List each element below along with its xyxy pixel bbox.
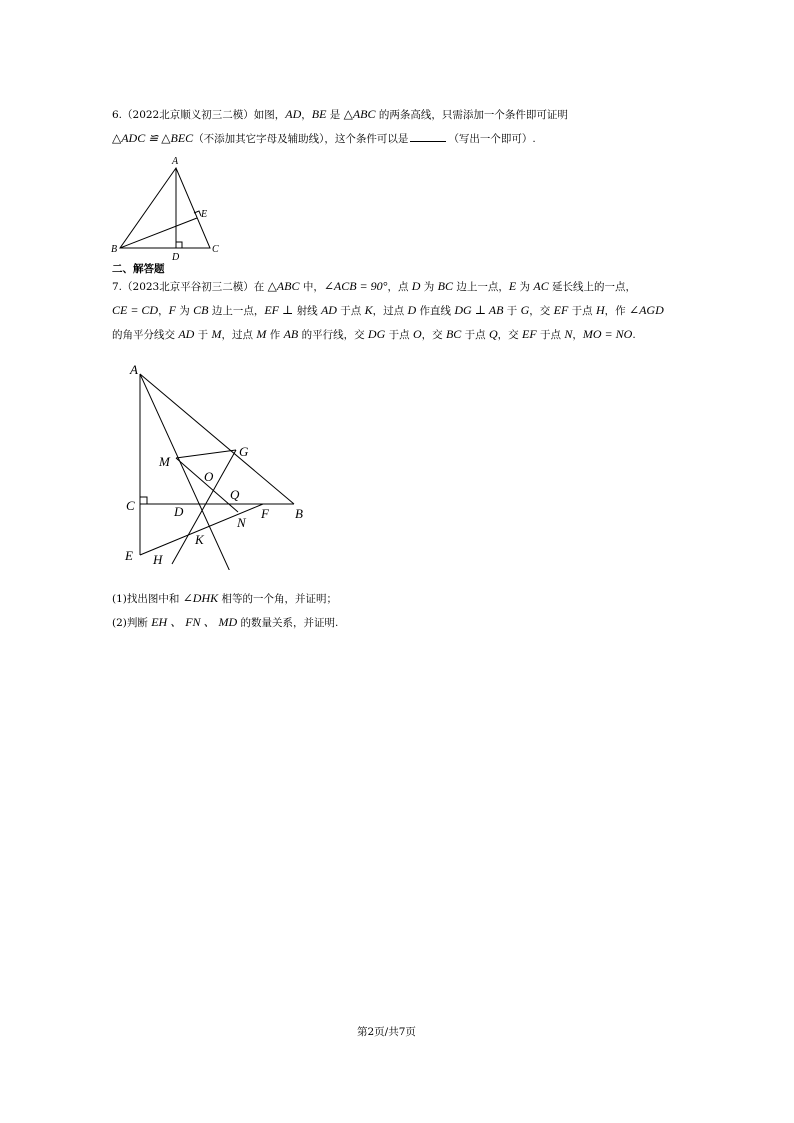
label-e: E bbox=[201, 209, 208, 220]
q7-line3-run: 于点 bbox=[536, 329, 565, 341]
q6-figure bbox=[108, 150, 228, 266]
label-h: H bbox=[153, 552, 163, 567]
q7-figure bbox=[118, 358, 318, 570]
q7-line1-run: BC bbox=[437, 279, 453, 293]
page-number: 第2页/共7页 bbox=[357, 1026, 416, 1038]
label-e: E bbox=[125, 548, 133, 563]
q7-line1-run: 边上一点， bbox=[453, 281, 509, 293]
label-m: M bbox=[159, 454, 170, 469]
q7-line1-run: AC bbox=[533, 279, 549, 293]
q7-line1-run: 延长线上的一点， bbox=[548, 281, 637, 293]
q7-line2-run: F bbox=[168, 303, 176, 317]
q7-line3-run: M bbox=[211, 327, 222, 341]
q7-line2-run: 边上一点， bbox=[208, 305, 265, 317]
label-g: G bbox=[239, 444, 249, 459]
q7-line2-run: 为 bbox=[175, 305, 194, 317]
q7-line-1 bbox=[112, 278, 636, 295]
q7-line2-run: 射线 bbox=[293, 305, 321, 317]
label-d: D bbox=[174, 504, 184, 519]
q7-line2-run: 于点 bbox=[568, 305, 596, 317]
q7-line1-run: 为 bbox=[516, 281, 534, 293]
q7-line2-run: ， bbox=[158, 305, 169, 317]
label-b: B bbox=[295, 506, 303, 521]
line-mg bbox=[176, 450, 236, 458]
altitude-be bbox=[120, 218, 197, 248]
q7-line2-run: DG ⊥ AB bbox=[454, 303, 504, 317]
label-o: O bbox=[204, 469, 214, 484]
q7-line1-run: 中， bbox=[299, 281, 324, 293]
q7-line2-run: ，过点 bbox=[372, 305, 408, 317]
q7-line-3 bbox=[112, 326, 636, 343]
triangle-abc bbox=[120, 168, 210, 248]
label-c: C bbox=[212, 244, 219, 255]
q7-line3-run: 的平行线，交 bbox=[298, 329, 368, 341]
label-k: K bbox=[195, 532, 204, 547]
q7-line2-run: 于点 bbox=[336, 305, 365, 317]
line-ad-ray bbox=[140, 374, 232, 570]
q7-line3-run: 的角平分线交 bbox=[112, 329, 179, 341]
q7-line3-run: ，交 bbox=[421, 329, 446, 341]
section-heading: 二、解答题 bbox=[112, 263, 165, 275]
q7-part-2: (2)判断 EH 、 FN 、 MD 的数量关系，并证明. bbox=[112, 615, 339, 629]
q7-line2-run: EF ⊥ bbox=[264, 303, 294, 317]
q7-line3-run: . bbox=[632, 329, 636, 341]
q7-line2-run: 作直线 bbox=[416, 305, 455, 317]
q7-line3-run: 于点 bbox=[461, 329, 489, 341]
q7-part-1: (1)找出图中和 ∠DHK 相等的一个角，并证明； bbox=[112, 591, 337, 605]
q7-line1-run: E bbox=[508, 279, 517, 293]
q7-line2-run: ，交 bbox=[529, 305, 554, 317]
q7-line3-run: ，过点 bbox=[221, 329, 257, 341]
q7-line2-run: AD bbox=[320, 303, 337, 317]
q6-line-2: △ADC ≌ △BEC（不添加其它字母及辅助线），这个条件可以是 （写出一个即可）. bbox=[112, 131, 536, 145]
q7-line3-run: EF bbox=[522, 327, 537, 341]
label-f: F bbox=[261, 506, 269, 521]
label-a: A bbox=[130, 362, 138, 377]
q7-line1-run: 为 bbox=[420, 281, 438, 293]
q7-line-2 bbox=[112, 302, 664, 319]
label-b: B bbox=[111, 244, 118, 255]
q7-line2-run: ，作 bbox=[604, 305, 630, 317]
q7-line3-run: AB bbox=[283, 327, 299, 341]
q7-line1-run: ∠ACB = 90° bbox=[323, 279, 388, 293]
right-angle-mark-d bbox=[176, 242, 182, 248]
q7-line2-run: G bbox=[520, 303, 530, 317]
q7-line3-run: DG bbox=[367, 327, 386, 341]
right-angle-mark-c bbox=[140, 497, 147, 504]
q7-line3-run: MO = NO bbox=[582, 327, 633, 341]
label-d: D bbox=[172, 252, 180, 263]
q7-line1-run: 7.（2023北京平谷初三二模）在 bbox=[112, 281, 268, 293]
q6-line-1: 6.（2022北京顺义初三二模）如图，AD，BE 是 △ABC 的两条高线，只需添加一个条件即可证明 bbox=[112, 107, 568, 121]
q7-line3-run: M bbox=[256, 327, 267, 341]
q7-line2-run: CE = CD bbox=[112, 303, 159, 317]
q7-line2-run: ∠AGD bbox=[629, 303, 664, 317]
q7-line3-run: 作 bbox=[266, 329, 284, 341]
q7-line3-run: Q bbox=[489, 327, 498, 341]
q7-line3-run: AD bbox=[178, 327, 195, 341]
q7-line3-run: O bbox=[412, 327, 422, 341]
q7-line3-run: 于 bbox=[194, 329, 212, 341]
q7-line1-run: ，点 bbox=[387, 281, 412, 293]
label-n: N bbox=[237, 515, 246, 530]
q7-line3-run: ， bbox=[572, 329, 583, 341]
label-q: Q bbox=[230, 487, 240, 502]
q7-line3-run: 于点 bbox=[385, 329, 413, 341]
label-c: C bbox=[126, 498, 135, 513]
q7-line2-run: CB bbox=[193, 303, 209, 317]
q7-line3-run: BC bbox=[445, 327, 462, 341]
q7-line1-run: △ABC bbox=[267, 279, 300, 293]
q7-line1-run: D bbox=[411, 279, 421, 293]
q7-line2-run: H bbox=[596, 303, 605, 317]
q7-line2-run: D bbox=[407, 303, 417, 317]
q7-line2-run: 于 bbox=[503, 305, 521, 317]
q7-line2-run: EF bbox=[553, 303, 569, 317]
answer-blank bbox=[410, 131, 446, 142]
q7-line3-run: N bbox=[564, 327, 573, 341]
q7-line3-run: ，交 bbox=[497, 329, 523, 341]
label-a: A bbox=[172, 156, 179, 167]
q7-line2-run: K bbox=[364, 303, 373, 317]
